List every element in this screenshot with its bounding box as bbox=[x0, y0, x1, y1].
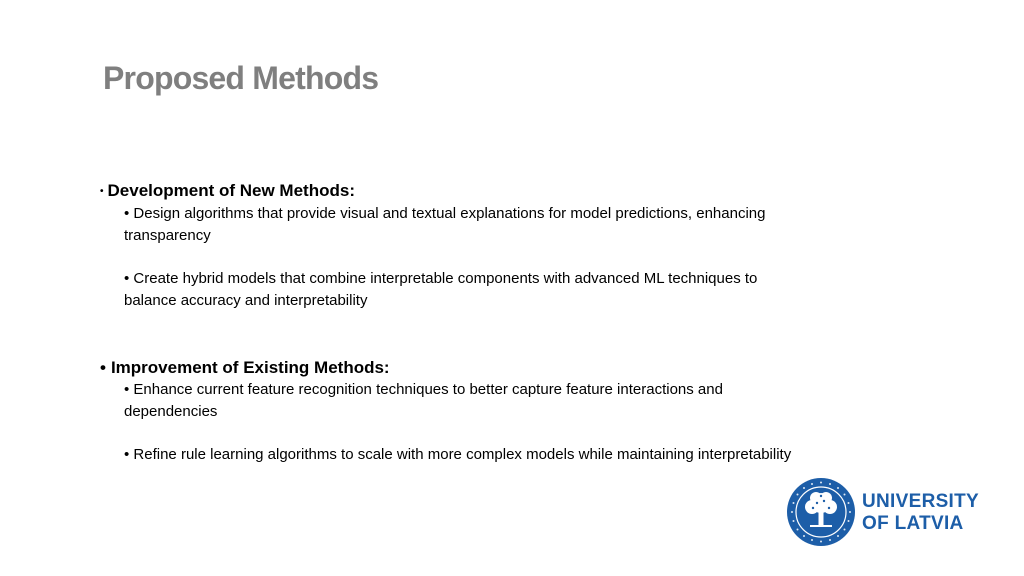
list-item: • Design algorithms that provide visual and textual explanations for model predictions, enhancing transparency bbox=[124, 205, 766, 244]
logo-line-1: UNIVERSITY bbox=[862, 491, 980, 512]
slide-title: Proposed Methods bbox=[103, 60, 379, 96]
section-development bbox=[100, 180, 820, 312]
list-item: • Refine rule learning algorithms to scale with more complex models while maintaining interpretability bbox=[124, 446, 792, 463]
section-heading bbox=[100, 180, 820, 203]
list-item: • Create hybrid models that combine interpretable components with advanced ML techniques to balance accuracy and interpretability bbox=[124, 270, 758, 309]
logo-line-2: OF LATVIA bbox=[862, 513, 964, 534]
heading-text: Development of New Methods: bbox=[107, 181, 355, 200]
section-heading bbox=[100, 357, 820, 379]
bullet: • bbox=[100, 186, 104, 197]
university-seal-icon bbox=[786, 477, 856, 547]
heading-text: Improvement of Existing Methods: bbox=[110, 358, 390, 377]
section-improvement bbox=[100, 357, 820, 466]
logo-wordmark bbox=[862, 491, 979, 535]
list-item: • Enhance current feature recognition techniques to better capture feature interactions and dependencies bbox=[124, 381, 723, 420]
bullet: • bbox=[100, 358, 106, 377]
